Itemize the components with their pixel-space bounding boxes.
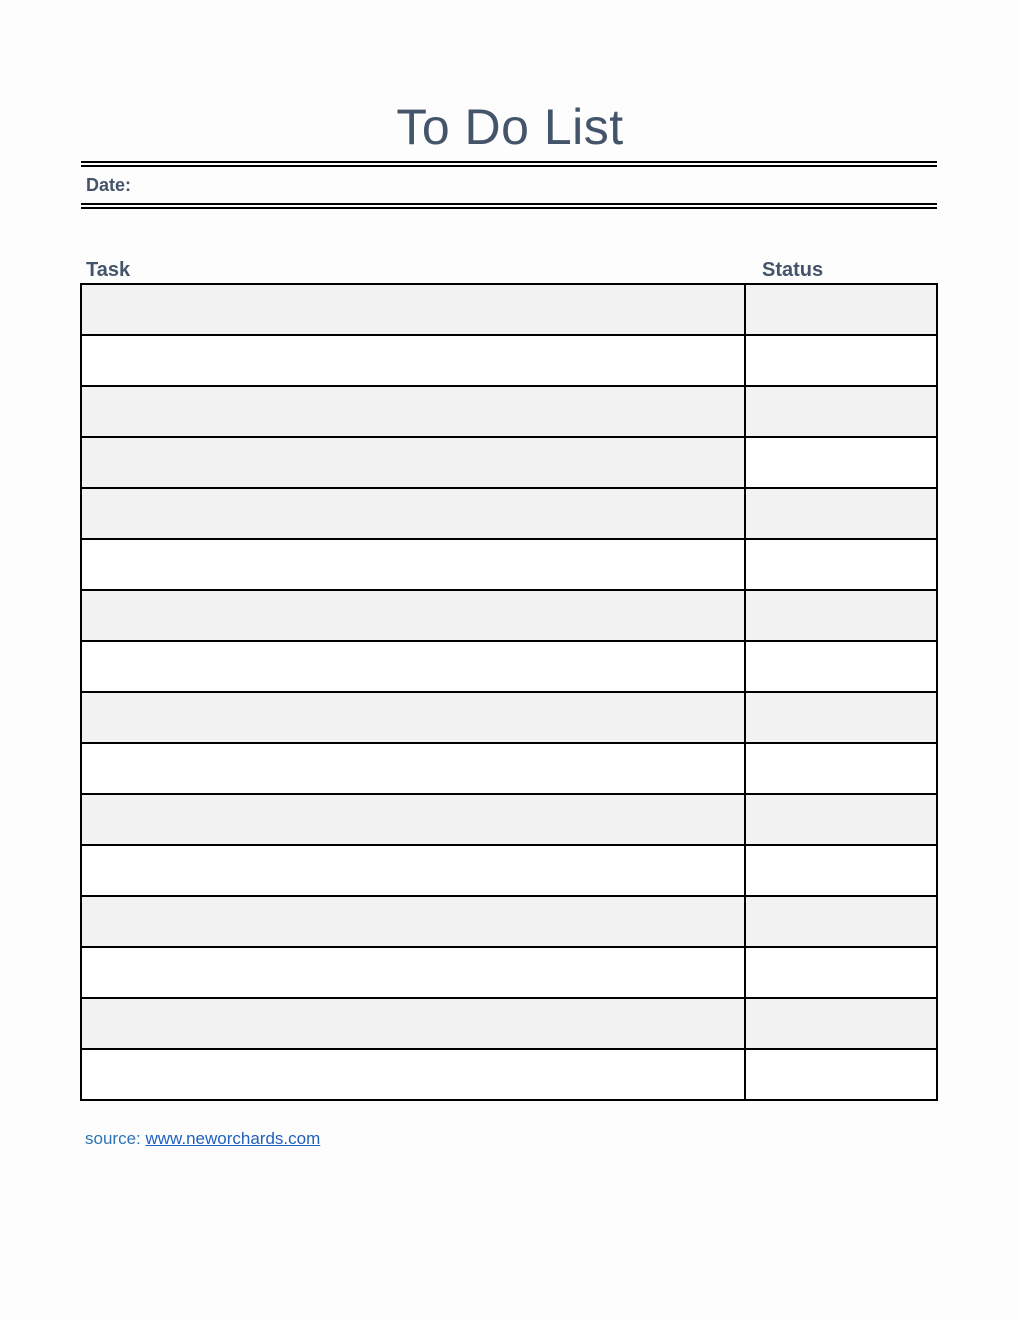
table-row xyxy=(81,692,937,743)
status-cell[interactable] xyxy=(745,896,937,947)
status-cell[interactable] xyxy=(745,386,937,437)
table-row xyxy=(81,845,937,896)
task-cell[interactable] xyxy=(81,386,745,437)
task-cell[interactable] xyxy=(81,998,745,1049)
table-row xyxy=(81,641,937,692)
task-cell[interactable] xyxy=(81,947,745,998)
table-row xyxy=(81,590,937,641)
task-cell[interactable] xyxy=(81,845,745,896)
table-row xyxy=(81,998,937,1049)
table-row xyxy=(81,743,937,794)
table-row xyxy=(81,1049,937,1100)
table-row xyxy=(81,284,937,335)
task-cell[interactable] xyxy=(81,896,745,947)
task-cell[interactable] xyxy=(81,641,745,692)
status-cell[interactable] xyxy=(745,437,937,488)
task-cell[interactable] xyxy=(81,335,745,386)
task-cell[interactable] xyxy=(81,539,745,590)
table-row xyxy=(81,896,937,947)
task-cell[interactable] xyxy=(81,1049,745,1100)
date-divider xyxy=(81,203,937,209)
page-title: To Do List xyxy=(396,99,624,155)
status-cell[interactable] xyxy=(745,794,937,845)
task-cell[interactable] xyxy=(81,488,745,539)
source-prefix: source: xyxy=(85,1129,146,1148)
status-cell[interactable] xyxy=(745,641,937,692)
status-cell[interactable] xyxy=(745,284,937,335)
date-label: Date: xyxy=(86,175,132,195)
table-row xyxy=(81,335,937,386)
task-cell[interactable] xyxy=(81,284,745,335)
status-cell[interactable] xyxy=(745,488,937,539)
task-column-header: Task xyxy=(86,259,131,281)
table-row xyxy=(81,794,937,845)
status-column-header: Status xyxy=(762,259,824,281)
task-cell[interactable] xyxy=(81,590,745,641)
status-cell[interactable] xyxy=(745,743,937,794)
status-cell[interactable] xyxy=(745,539,937,590)
todo-table-body xyxy=(81,284,937,1100)
table-row xyxy=(81,437,937,488)
task-cell[interactable] xyxy=(81,794,745,845)
table-row xyxy=(81,488,937,539)
table-row xyxy=(81,386,937,437)
task-cell[interactable] xyxy=(81,437,745,488)
status-cell[interactable] xyxy=(745,335,937,386)
task-cell[interactable] xyxy=(81,692,745,743)
status-cell[interactable] xyxy=(745,998,937,1049)
table-row xyxy=(81,947,937,998)
status-cell[interactable] xyxy=(745,845,937,896)
source-line xyxy=(85,1129,320,1149)
source-link[interactable]: www.neworchards.com xyxy=(145,1129,321,1148)
table-row xyxy=(81,539,937,590)
task-cell[interactable] xyxy=(81,743,745,794)
status-cell[interactable] xyxy=(745,590,937,641)
status-cell[interactable] xyxy=(745,1049,937,1100)
title-divider xyxy=(81,161,937,167)
todo-table xyxy=(80,283,938,1101)
status-cell[interactable] xyxy=(745,692,937,743)
status-cell[interactable] xyxy=(745,947,937,998)
